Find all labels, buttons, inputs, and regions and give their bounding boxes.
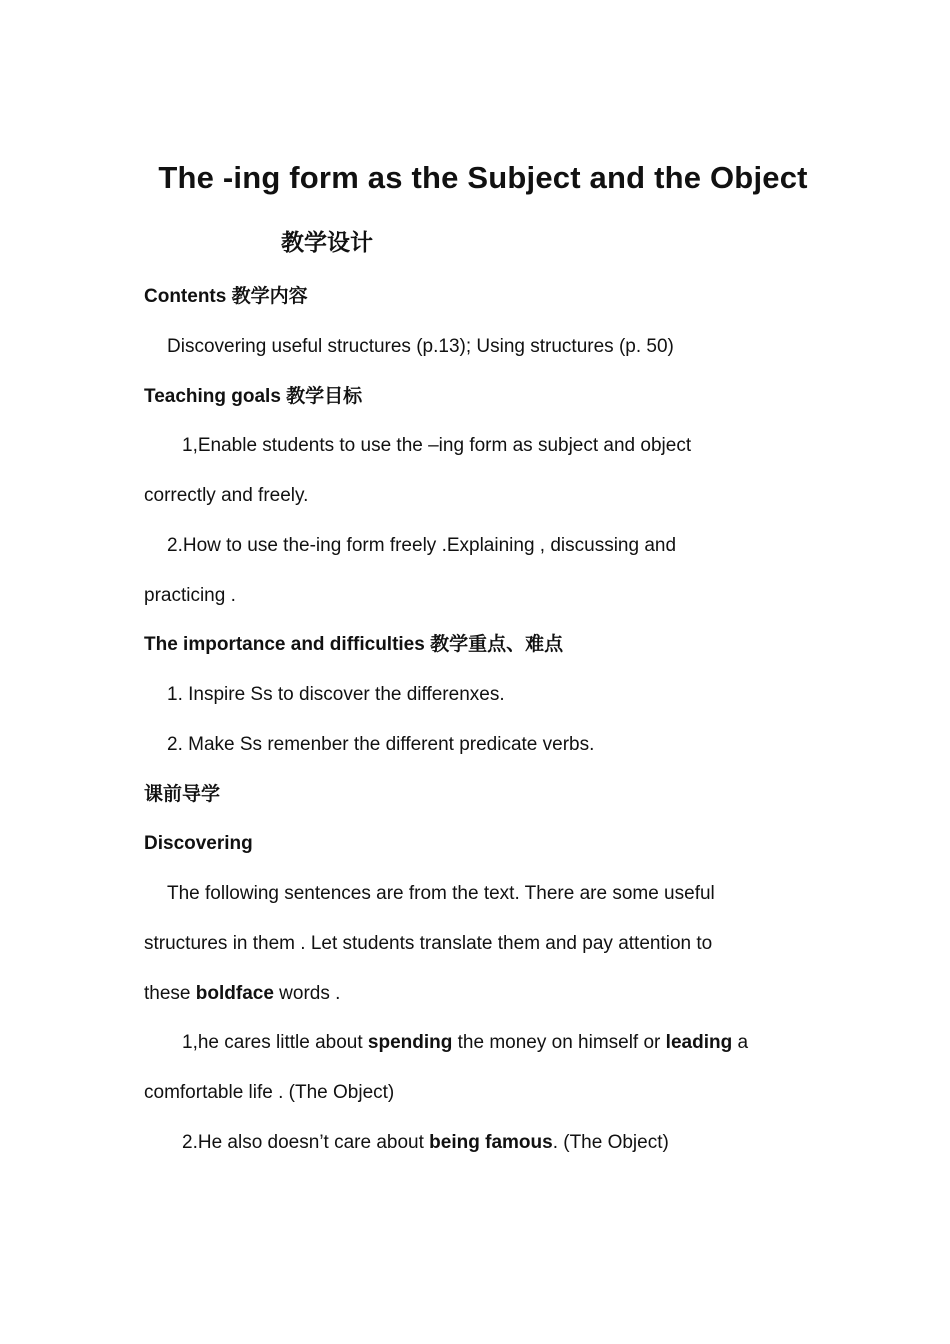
discovering-paragraph-line-1: The following sentences are from the text. There are some useful [167,883,715,904]
text-run: a [732,1032,749,1053]
importance-heading: The importance and difficulties 教学重点、难点 [144,634,564,655]
document-title: The -ing form as the Subject and the Object [158,160,808,195]
goal-1-line-2: correctly and freely. [144,485,309,506]
bold-term: boldface [195,983,274,1004]
goal-1-line-1: 1,Enable students to use the –ing form as subject and object [182,435,692,456]
importance-item-2: 2. Make Ss remenber the different predicate verbs. [167,734,595,755]
text-run: 1,he cares little about [182,1032,368,1053]
sentence-1-line-2: comfortable life . (The Object) [144,1082,395,1103]
sentence-2 [182,1130,669,1156]
contents-text: Discovering useful structures (p.13); Using structures (p. 50) [167,336,674,357]
preview-heading: 课前导学 [144,784,221,805]
discovering-paragraph-line-3 [144,981,340,1007]
bold-term: spending [367,1032,453,1053]
teaching-goals-heading: Teaching goals 教学目标 [144,386,363,407]
contents-heading: Contents 教学内容 [144,286,308,307]
bold-term: being famous [429,1132,553,1153]
goal-2-line-2: practicing . [144,585,236,606]
text-run: the money on himself or [452,1032,666,1053]
text-run: 2.He also doesn’t care about [182,1132,430,1153]
text-run: words . [273,983,341,1004]
text-run: . (The Object) [552,1132,669,1153]
document-subtitle: 教学设计 [281,229,373,255]
importance-item-1: 1. Inspire Ss to discover the differenxes. [167,684,505,705]
discovering-heading: Discovering [144,833,253,854]
text-run: these [144,983,196,1004]
sentence-1-line-1 [182,1030,748,1056]
bold-term: leading [665,1032,733,1053]
goal-2-line-1: 2.How to use the-ing form freely .Explaining , discussing and [167,535,677,556]
discovering-paragraph-line-2: structures in them . Let students translate them and pay attention to [144,933,713,954]
